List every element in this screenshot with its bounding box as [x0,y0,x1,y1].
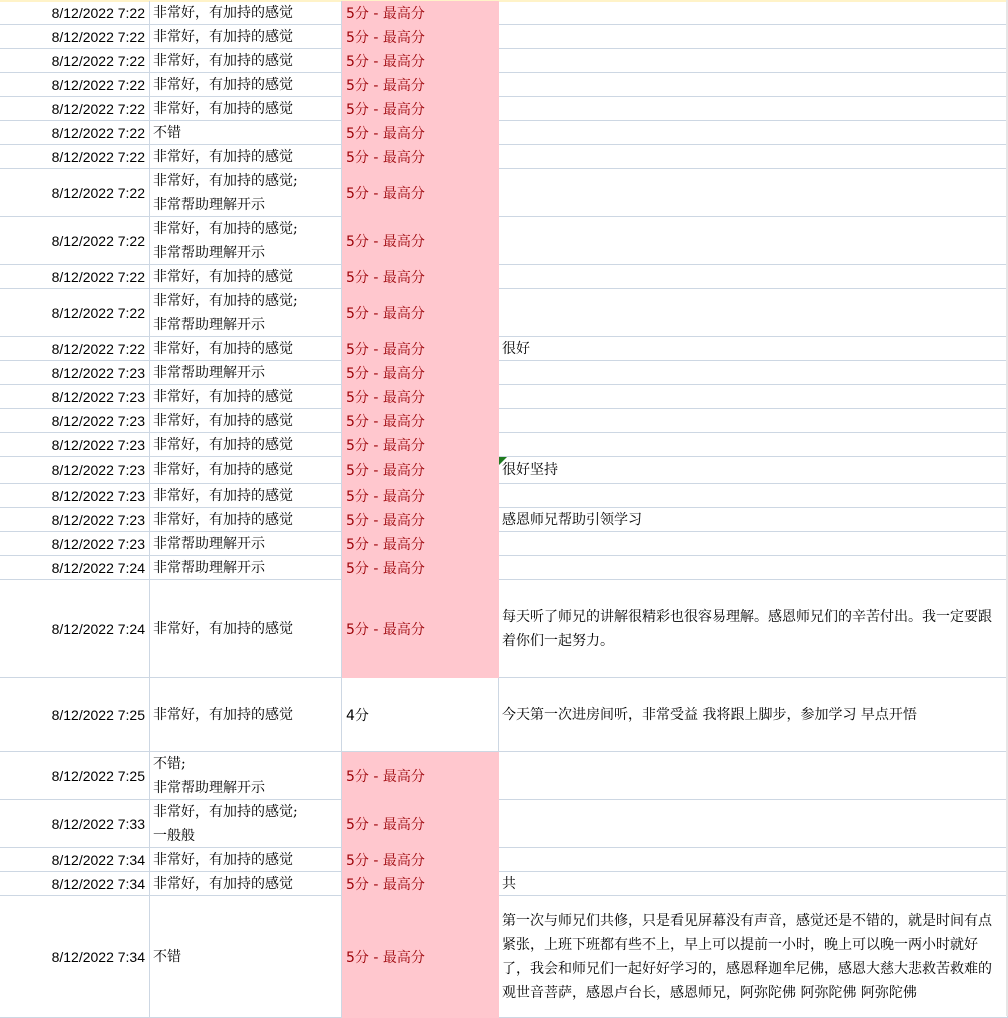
score-cell[interactable]: 5分 - 最高分 [342,265,499,289]
score-cell[interactable]: 5分 - 最高分 [342,1,499,25]
table-row [0,1,1008,25]
comment-cell[interactable] [499,409,1008,433]
timestamp-cell[interactable]: 8/12/2022 7:25 [0,752,150,800]
score-cell[interactable]: 5分 - 最高分 [342,484,499,508]
score-cell[interactable]: 5分 - 最高分 [342,532,499,556]
comment-cell[interactable] [499,25,1008,49]
comment-cell[interactable] [499,433,1008,457]
score-cell[interactable]: 5分 - 最高分 [342,217,499,265]
timestamp-cell[interactable]: 8/12/2022 7:22 [0,1,150,25]
feedback-cell[interactable]: 非常好，有加持的感觉 [150,25,342,49]
comment-cell[interactable] [499,289,1008,337]
comment-cell[interactable]: 第一次与师兄们共修，只是看见屏幕没有声音，感觉还是不错的，就是时间有点紧张，上班下班都有些不上，早上可以提前一小时，晚上可以晚一两小时就好了，我会和师兄们一起好好学习的，感恩释迦牟尼佛，感恩大慈大悲救苦救难的观世音菩萨，感恩卢台长，感恩师兄，阿弥陀佛 阿弥陀佛 阿弥陀佛 [499,896,1008,1018]
timestamp-cell[interactable]: 8/12/2022 7:23 [0,457,150,484]
comment-cell[interactable]: 很好坚持 [499,457,1008,484]
feedback-cell[interactable]: 非常好，有加持的感觉 [150,337,342,361]
feedback-cell[interactable]: 不错 [150,121,342,145]
table-row [0,25,1008,49]
timestamp-cell[interactable]: 8/12/2022 7:23 [0,361,150,385]
table-row [0,484,1008,508]
comment-cell[interactable] [499,484,1008,508]
score-cell[interactable]: 5分 - 最高分 [342,848,499,872]
comment-cell[interactable]: 每天听了师兄的讲解很精彩也很容易理解。感恩师兄们的辛苦付出。我一定要跟着你们一起努力。 [499,580,1008,678]
feedback-cell[interactable]: 非常好，有加持的感觉; 一般般 [150,800,342,848]
feedback-cell[interactable]: 非常好，有加持的感觉 [150,265,342,289]
timestamp-cell[interactable]: 8/12/2022 7:22 [0,97,150,121]
comment-cell[interactable] [499,800,1008,848]
score-cell[interactable]: 5分 - 最高分 [342,337,499,361]
feedback-cell[interactable]: 非常好，有加持的感觉 [150,409,342,433]
timestamp-cell[interactable]: 8/12/2022 7:34 [0,848,150,872]
score-cell[interactable]: 5分 - 最高分 [342,556,499,580]
table-row [0,896,1008,1018]
timestamp-cell[interactable]: 8/12/2022 7:22 [0,289,150,337]
score-cell[interactable]: 5分 - 最高分 [342,289,499,337]
table-row [0,556,1008,580]
feedback-cell[interactable]: 非常好，有加持的感觉 [150,49,342,73]
timestamp-cell[interactable]: 8/12/2022 7:22 [0,25,150,49]
feedback-cell[interactable]: 非常好，有加持的感觉 [150,97,342,121]
comment-cell[interactable] [499,97,1008,121]
feedback-cell[interactable]: 非常好，有加持的感觉 [150,508,342,532]
timestamp-cell[interactable]: 8/12/2022 7:22 [0,73,150,97]
comment-cell[interactable] [499,556,1008,580]
timestamp-cell[interactable]: 8/12/2022 7:34 [0,872,150,896]
feedback-cell[interactable]: 非常帮助理解开示 [150,532,342,556]
timestamp-cell[interactable]: 8/12/2022 7:23 [0,532,150,556]
table-row [0,361,1008,385]
timestamp-cell[interactable]: 8/12/2022 7:23 [0,484,150,508]
timestamp-cell[interactable]: 8/12/2022 7:34 [0,896,150,1018]
table-row [0,289,1008,337]
score-cell[interactable]: 5分 - 最高分 [342,752,499,800]
table-row [0,457,1008,484]
timestamp-cell[interactable]: 8/12/2022 7:23 [0,385,150,409]
feedback-cell[interactable]: 非常好，有加持的感觉 [150,580,342,678]
timestamp-cell[interactable]: 8/12/2022 7:22 [0,337,150,361]
comment-cell[interactable]: 感恩师兄帮助引领学习 [499,508,1008,532]
comment-cell[interactable]: 很好 [499,337,1008,361]
score-cell[interactable]: 5分 - 最高分 [342,97,499,121]
table-row [0,217,1008,265]
comment-cell[interactable] [499,121,1008,145]
comment-cell[interactable] [499,49,1008,73]
score-cell[interactable]: 5分 - 最高分 [342,49,499,73]
table-row [0,49,1008,73]
feedback-cell[interactable]: 非常好，有加持的感觉 [150,433,342,457]
score-cell[interactable]: 5分 - 最高分 [342,409,499,433]
comment-cell[interactable] [499,169,1008,217]
score-cell[interactable]: 5分 - 最高分 [342,580,499,678]
feedback-cell[interactable]: 非常好，有加持的感觉 [150,73,342,97]
timestamp-cell[interactable]: 8/12/2022 7:23 [0,508,150,532]
score-cell[interactable]: 5分 - 最高分 [342,385,499,409]
table-row [0,97,1008,121]
comment-cell[interactable] [499,145,1008,169]
table-row [0,532,1008,556]
timestamp-cell[interactable]: 8/12/2022 7:22 [0,145,150,169]
feedback-cell[interactable]: 非常好，有加持的感觉 [150,1,342,25]
table-row [0,872,1008,896]
score-cell[interactable]: 5分 - 最高分 [342,433,499,457]
timestamp-cell[interactable]: 8/12/2022 7:22 [0,49,150,73]
comment-cell[interactable] [499,217,1008,265]
feedback-cell[interactable]: 非常帮助理解开示 [150,556,342,580]
timestamp-cell[interactable]: 8/12/2022 7:24 [0,556,150,580]
score-cell[interactable]: 5分 - 最高分 [342,457,499,484]
score-cell[interactable]: 5分 - 最高分 [342,508,499,532]
feedback-cell[interactable]: 非常好，有加持的感觉; 非常帮助理解开示 [150,169,342,217]
feedback-cell[interactable]: 非常好，有加持的感觉 [150,385,342,409]
timestamp-cell[interactable]: 8/12/2022 7:22 [0,217,150,265]
feedback-cell[interactable]: 非常好，有加持的感觉 [150,457,342,484]
feedback-cell[interactable]: 非常好，有加持的感觉 [150,678,342,752]
score-cell[interactable]: 5分 - 最高分 [342,145,499,169]
comment-cell[interactable] [499,848,1008,872]
feedback-cell[interactable]: 不错 [150,896,342,1018]
feedback-cell[interactable]: 非常帮助理解开示 [150,361,342,385]
timestamp-cell[interactable]: 8/12/2022 7:22 [0,265,150,289]
feedback-cell[interactable]: 不错; 非常帮助理解开示 [150,752,342,800]
timestamp-cell[interactable]: 8/12/2022 7:22 [0,169,150,217]
timestamp-cell[interactable]: 8/12/2022 7:23 [0,433,150,457]
feedback-cell[interactable]: 非常好，有加持的感觉 [150,848,342,872]
table-row [0,848,1008,872]
score-cell[interactable]: 5分 - 最高分 [342,361,499,385]
table-row [0,121,1008,145]
score-cell[interactable]: 5分 - 最高分 [342,800,499,848]
table-row [0,169,1008,217]
comment-note-icon[interactable] [499,457,507,465]
table-row [0,752,1008,800]
table-row [0,265,1008,289]
feedback-cell[interactable]: 非常好，有加持的感觉; 非常帮助理解开示 [150,289,342,337]
comment-cell[interactable] [499,532,1008,556]
score-cell[interactable]: 4分 [342,678,499,752]
timestamp-cell[interactable]: 8/12/2022 7:33 [0,800,150,848]
comment-cell[interactable] [499,1,1008,25]
spreadsheet-grid [0,1,1008,1018]
comment-cell[interactable] [499,385,1008,409]
comment-cell[interactable] [499,752,1008,800]
table-row [0,800,1008,848]
score-cell[interactable]: 5分 - 最高分 [342,896,499,1018]
score-cell[interactable]: 5分 - 最高分 [342,73,499,97]
score-cell[interactable]: 5分 - 最高分 [342,121,499,145]
table-row [0,385,1008,409]
comment-cell[interactable]: 共 [499,872,1008,896]
table-row [0,678,1008,752]
timestamp-cell[interactable]: 8/12/2022 7:23 [0,409,150,433]
table-row [0,337,1008,361]
score-cell[interactable]: 5分 - 最高分 [342,169,499,217]
feedback-cell[interactable]: 非常好，有加持的感觉; 非常帮助理解开示 [150,217,342,265]
feedback-cell[interactable]: 非常好，有加持的感觉 [150,145,342,169]
comment-cell[interactable] [499,265,1008,289]
score-cell[interactable]: 5分 - 最高分 [342,25,499,49]
table-row [0,73,1008,97]
table-row [0,409,1008,433]
table-row [0,433,1008,457]
table-row [0,508,1008,532]
comment-cell[interactable] [499,73,1008,97]
comment-cell[interactable]: 今天第一次进房间听，非常受益 我将跟上脚步，参加学习 早点开悟 [499,678,1008,752]
score-cell[interactable]: 5分 - 最高分 [342,872,499,896]
timestamp-cell[interactable]: 8/12/2022 7:25 [0,678,150,752]
feedback-cell[interactable]: 非常好，有加持的感觉 [150,872,342,896]
table-row [0,580,1008,678]
feedback-cell[interactable]: 非常好，有加持的感觉 [150,484,342,508]
comment-cell[interactable] [499,361,1008,385]
timestamp-cell[interactable]: 8/12/2022 7:22 [0,121,150,145]
timestamp-cell[interactable]: 8/12/2022 7:24 [0,580,150,678]
table-row [0,145,1008,169]
